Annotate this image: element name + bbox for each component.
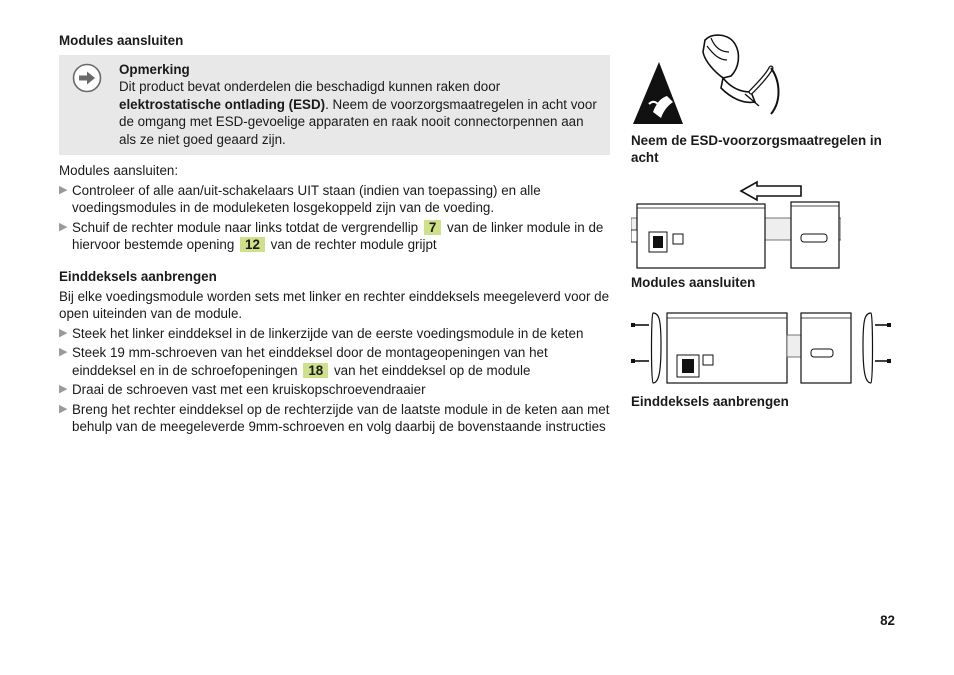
ref-badge: 7 [424,220,441,235]
list-item: ▶ Steek het linker einddeksel in de linkerzijde van de eerste voedingsmodule in de keten [59,325,584,341]
lead-text: Modules aansluiten: [59,163,179,178]
esd-caption: Neem de ESD-voorzorgsmaatregelen in acht [631,133,882,165]
list-item: ▶ Steek 19 mm-schroeven van het einddeksel door de montageopeningen van het einddeksel en in de schroefopeningen 18 van het einddeksel op de module [59,345,548,378]
list-item: ▶ Schuif de rechter module naar links totdat de vergrendellip 7 van de linker module in de hiervoor bestemde opening 12 van de rechter module grijpt [59,219,604,252]
section2-title: Einddeksels aanbrengen [59,268,217,284]
list-item: ▶ Breng het rechter einddeksel op de rechterzijde van de laatste module in de keten aan met behulp van de meegeleverde 9mm-schroeven en volg daarbij de bovenstaande instructies [59,401,610,434]
endcaps-figure [631,309,893,389]
note-text: Dit product bevat onderdelen die beschadigd kunnen raken door elektrostatische ontlading (ESD). Neem de voorzorgsmaatregelen in acht voor de omgang met ESD-gevoelige apparaten en raak nooit connectorpennen aan als ze niet goed geaard zijn. [119,79,597,147]
note-bold-term: elektrostatische ontlading (ESD) [119,96,326,112]
endcap-steps [59,325,615,436]
endcaps-caption: Einddeksels aanbrengen [631,394,789,409]
modules-connect-figure [631,174,841,270]
ref-badge: 12 [240,237,265,252]
list-item: ▶ Draai de schroeven vast met een kruiskopschroevendraaier [59,382,426,397]
arrow-right-circle-icon [72,63,102,93]
page-number: 82 [880,613,895,628]
connect-steps [59,182,615,254]
ref-badge: 18 [303,363,328,378]
main-column [59,32,615,436]
section-title: Modules aansluiten [59,33,184,48]
note-title: Opmerking [119,62,190,77]
figure-column [631,32,891,410]
connect-caption: Modules aansluiten [631,275,756,290]
section2-intro: Bij elke voedingsmodule worden sets met linker en rechter einddeksels meegeleverd voor de open uiteinden van de module. [59,288,610,321]
note-box [59,55,610,155]
esd-warning-figure [631,32,791,128]
list-item: ▶ Controleer of alle aan/uit-schakelaars UIT staan (indien van toepassing) en alle voedingsmodules in de moduleketen losgekoppeld zijn van de voeding. [59,182,541,215]
